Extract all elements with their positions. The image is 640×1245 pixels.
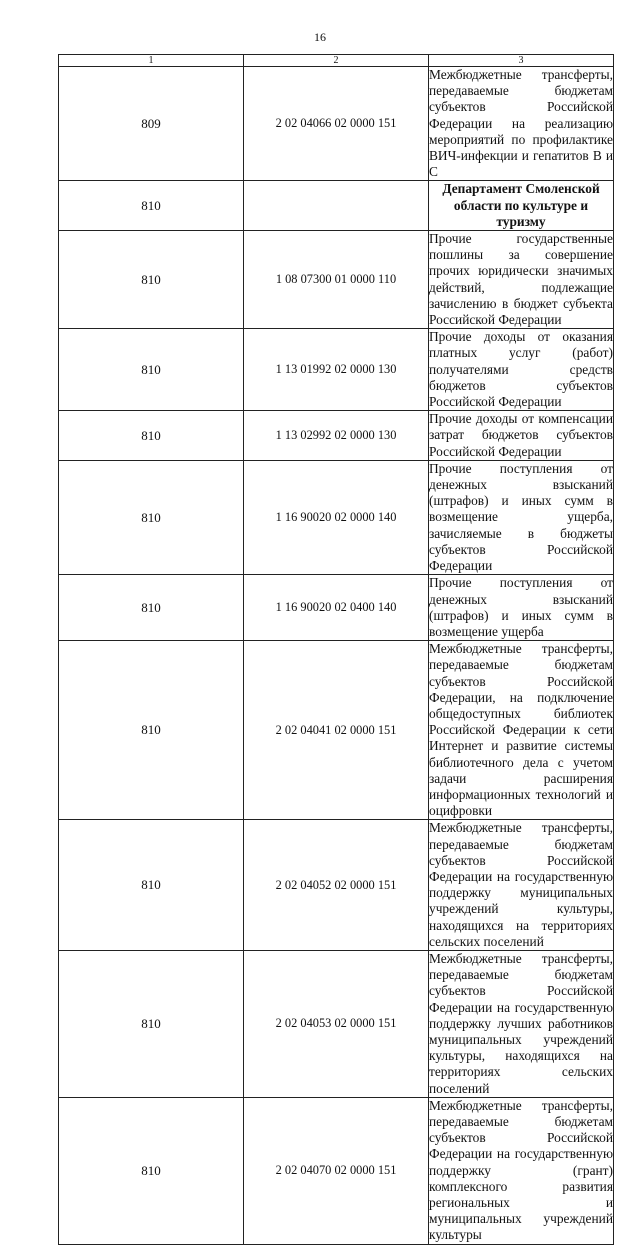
table-row <box>59 575 614 641</box>
admin-code-cell: 810 <box>59 329 244 411</box>
table-header-row <box>59 55 614 67</box>
table-row <box>59 460 614 574</box>
column-header-2: 2 <box>244 55 429 67</box>
department-name-cell: Департамент Смоленской области по культуре и туризму <box>429 181 614 231</box>
admin-code-cell: 810 <box>59 411 244 461</box>
revenue-code-cell: 2 02 04070 02 0000 151 <box>244 1097 429 1244</box>
table-row <box>59 329 614 411</box>
revenue-code-cell: 1 13 01992 02 0000 130 <box>244 329 429 411</box>
revenue-name-cell: Межбюджетные трансферты, передаваемые бюджетам субъектов Российской Федерации на государственную поддержку муниципальных учреждений культуры, находящихся на территориях сельских поселений <box>429 820 613 949</box>
revenue-code-cell: 2 02 04041 02 0000 151 <box>244 641 429 820</box>
revenue-name-cell: Межбюджетные трансферты, передаваемые бюджетам субъектов Российской Федерации на реализацию мероприятий по профилактике ВИЧ-инфекции и гепатитов В и С <box>429 67 613 180</box>
table-row <box>59 67 614 181</box>
revenue-code-cell <box>244 181 429 231</box>
admin-code-cell: 810 <box>59 641 244 820</box>
table-row <box>59 950 614 1097</box>
revenue-code-cell: 1 16 90020 02 0400 140 <box>244 575 429 641</box>
revenue-name-cell: Прочие доходы от компенсации затрат бюджетов субъектов Российской Федерации <box>429 411 613 459</box>
revenue-name-cell: Межбюджетные трансферты, передаваемые бюджетам субъектов Российской Федерации на государственную поддержку (грант) комплексного развития региональных и муниципальных учреждений культуры <box>429 1097 613 1243</box>
revenue-code-cell: 2 02 04052 02 0000 151 <box>244 820 429 951</box>
page-number: 16 <box>314 30 326 44</box>
admin-code-cell: 810 <box>59 181 244 231</box>
revenue-code-cell: 1 13 02992 02 0000 130 <box>244 411 429 461</box>
revenue-name-cell: Прочие поступления от денежных взысканий (штрафов) и иных сумм в возмещение ущерба, зачисляемые в бюджеты субъектов Российской Федерации <box>429 460 613 574</box>
revenue-name-cell: Прочие государственные пошлины за совершение прочих юридически значимых действий, подлежащие зачислению в бюджет субъекта Российской Федерации <box>429 231 613 328</box>
revenue-name-cell: Межбюджетные трансферты, передаваемые бюджетам субъектов Российской Федерации, на подключение общедоступных библиотек Российской Федерации к сети Интернет и развитие системы библиотечного дела с учетом задачи расширения информационных технологий и оцифровки <box>429 641 613 819</box>
revenue-code-cell: 2 02 04053 02 0000 151 <box>244 950 429 1097</box>
admin-code-cell: 810 <box>59 950 244 1097</box>
column-header-3: 3 <box>429 55 614 67</box>
table-row <box>59 411 614 461</box>
table-row <box>59 1097 614 1244</box>
table-row <box>59 641 614 820</box>
revenue-code-cell: 2 02 04066 02 0000 151 <box>244 67 429 181</box>
admin-code-cell: 810 <box>59 575 244 641</box>
table-row <box>59 231 614 329</box>
revenue-name-cell: Прочие доходы от оказания платных услуг (работ) получателями средств бюджетов субъектов Российской Федерации <box>429 329 613 410</box>
revenue-code-cell: 1 08 07300 01 0000 110 <box>244 231 429 329</box>
table-row <box>59 820 614 951</box>
revenue-name-cell: Межбюджетные трансферты, передаваемые бюджетам субъектов Российской Федерации на государственную поддержку лучших работников муниципальных учреждений культуры, находящихся на территориях сельских поселений <box>429 950 613 1096</box>
revenue-name-cell: Прочие поступления от денежных взысканий (штрафов) и иных сумм в возмещение ущерба <box>429 575 613 639</box>
budget-revenue-table <box>58 54 614 1245</box>
admin-code-cell: 810 <box>59 1097 244 1244</box>
table-row-department <box>59 181 614 231</box>
admin-code-cell: 810 <box>59 460 244 574</box>
column-header-1: 1 <box>59 55 244 67</box>
admin-code-cell: 810 <box>59 820 244 951</box>
admin-code-cell: 809 <box>59 67 244 181</box>
admin-code-cell: 810 <box>59 231 244 329</box>
revenue-code-cell: 1 16 90020 02 0000 140 <box>244 460 429 574</box>
